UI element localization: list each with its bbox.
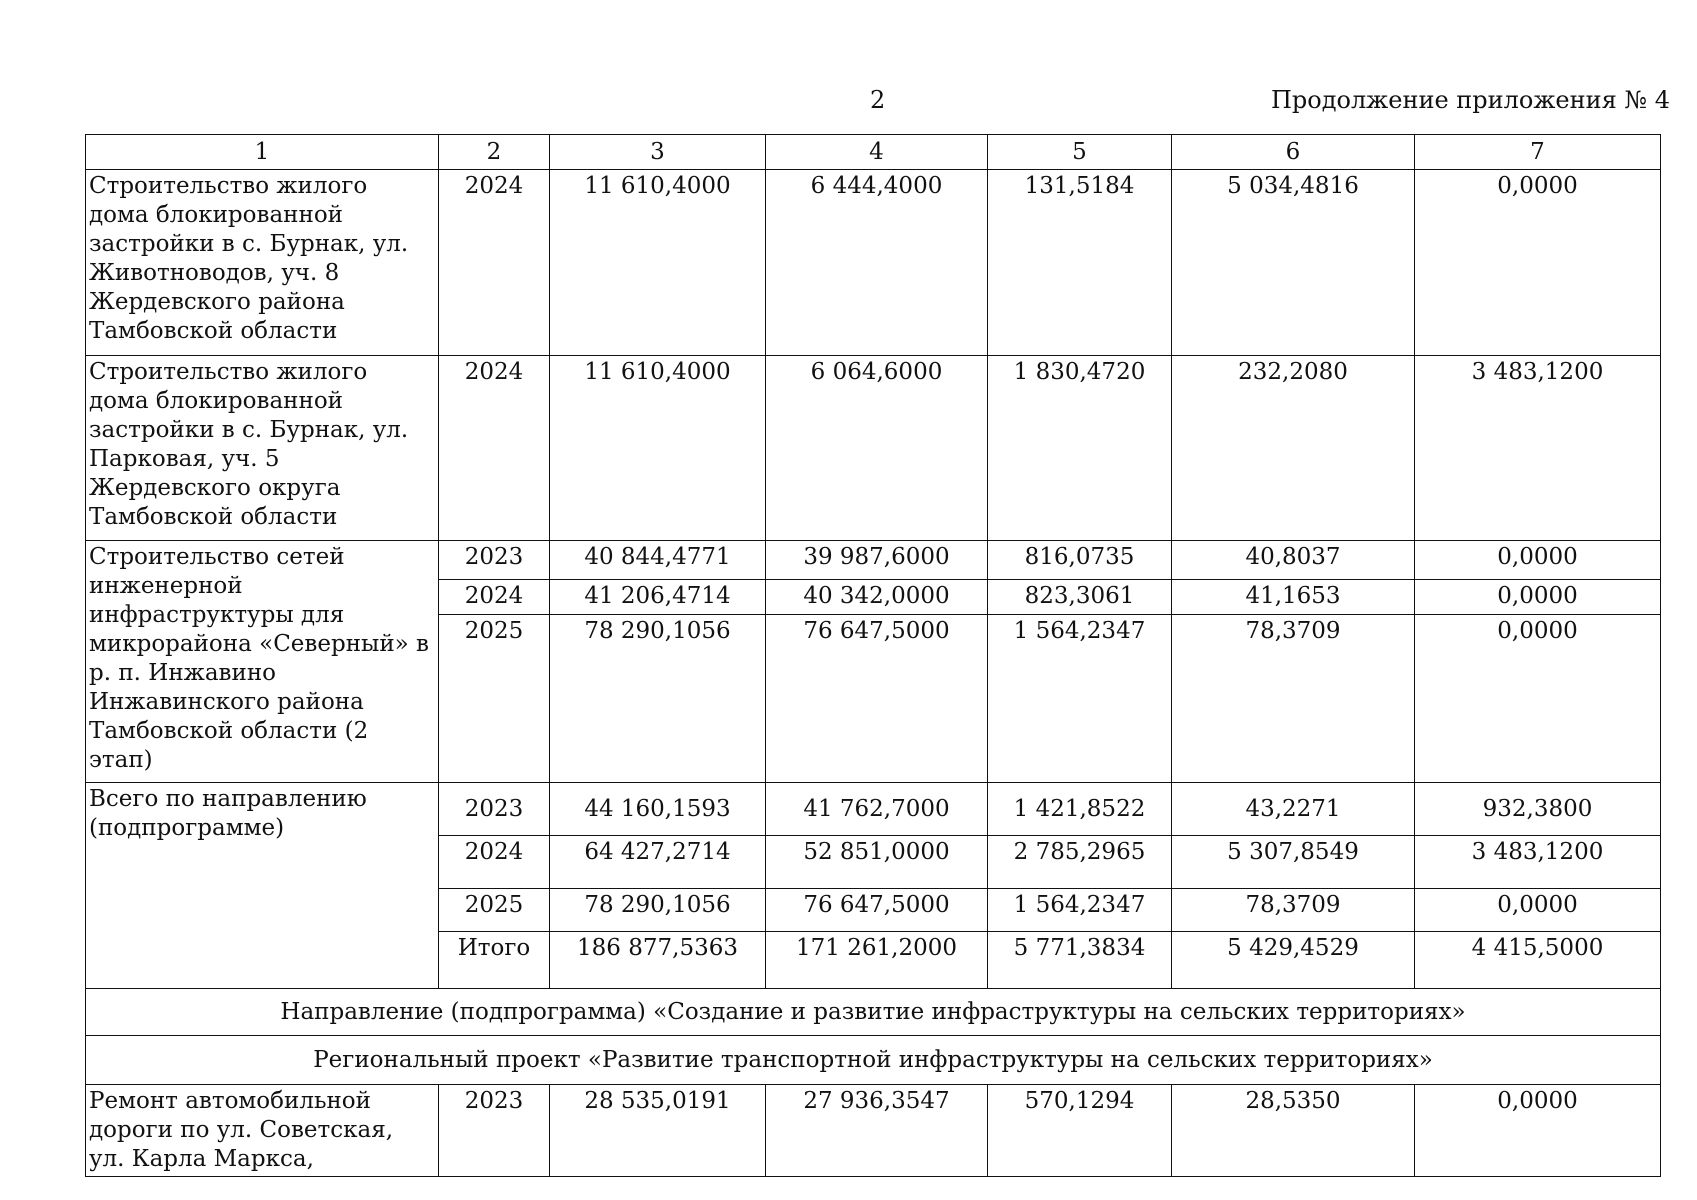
value-cell: 76 647,5000 — [766, 889, 988, 932]
value-cell: 5 771,3834 — [988, 932, 1172, 989]
year-cell: 2023 — [439, 783, 550, 836]
year-cell: 2023 — [439, 1085, 550, 1177]
table-row — [86, 170, 1661, 356]
value-cell: 0,0000 — [1415, 889, 1661, 932]
value-cell: 78,3709 — [1172, 889, 1415, 932]
table-row — [86, 541, 1661, 580]
value-cell: 4 415,5000 — [1415, 932, 1661, 989]
value-cell: 3 483,1200 — [1415, 356, 1661, 541]
year-cell: 2025 — [439, 889, 550, 932]
year-cell: 2023 — [439, 541, 550, 580]
value-cell: 52 851,0000 — [766, 836, 988, 889]
value-cell: 570,1294 — [988, 1085, 1172, 1177]
column-header-row — [86, 135, 1661, 170]
value-cell: 1 564,2347 — [988, 889, 1172, 932]
column-header: 4 — [766, 135, 988, 170]
value-cell: 816,0735 — [988, 541, 1172, 580]
value-cell: 78 290,1056 — [550, 615, 766, 783]
column-header: 6 — [1172, 135, 1415, 170]
value-cell: 3 483,1200 — [1415, 836, 1661, 889]
value-cell: 5 034,4816 — [1172, 170, 1415, 356]
value-cell: 41 762,7000 — [766, 783, 988, 836]
column-header: 2 — [439, 135, 550, 170]
value-cell: 186 877,5363 — [550, 932, 766, 989]
value-cell: 28,5350 — [1172, 1085, 1415, 1177]
table-row — [86, 356, 1661, 541]
value-cell: 40,8037 — [1172, 541, 1415, 580]
year-cell: 2024 — [439, 580, 550, 615]
column-header: 7 — [1415, 135, 1661, 170]
value-cell: 43,2271 — [1172, 783, 1415, 836]
value-cell: 932,3800 — [1415, 783, 1661, 836]
column-header: 1 — [86, 135, 439, 170]
year-cell: 2024 — [439, 356, 550, 541]
page-number: 2 — [870, 86, 886, 114]
year-cell: 2024 — [439, 836, 550, 889]
object-name: Строительство жилого дома блокированной застройки в с. Бурнак, ул. Парковая, уч. 5 Жердевского округа Тамбовской области — [86, 356, 439, 541]
value-cell: 1 564,2347 — [988, 615, 1172, 783]
value-cell: 41 206,4714 — [550, 580, 766, 615]
value-cell: 5 307,8549 — [1172, 836, 1415, 889]
object-name: Ремонт автомобильной дороги по ул. Советская, ул. Карла Маркса, — [86, 1085, 439, 1177]
section-row — [86, 989, 1661, 1036]
table-row — [86, 1085, 1661, 1177]
value-cell: 5 429,4529 — [1172, 932, 1415, 989]
value-cell: 76 647,5000 — [766, 615, 988, 783]
continuation-note: Продолжение приложения № 4 — [1270, 86, 1670, 114]
value-cell: 232,2080 — [1172, 356, 1415, 541]
value-cell: 131,5184 — [988, 170, 1172, 356]
value-cell: 2 785,2965 — [988, 836, 1172, 889]
year-cell: 2025 — [439, 615, 550, 783]
table-row — [86, 783, 1661, 836]
column-header: 3 — [550, 135, 766, 170]
value-cell: 0,0000 — [1415, 170, 1661, 356]
value-cell: 28 535,0191 — [550, 1085, 766, 1177]
value-cell: 11 610,4000 — [550, 356, 766, 541]
budget-table — [85, 134, 1661, 1177]
value-cell: 40 844,4771 — [550, 541, 766, 580]
total-label: Всего по направлению (подпрограмме) — [86, 783, 439, 989]
year-cell: Итого — [439, 932, 550, 989]
column-header: 5 — [988, 135, 1172, 170]
value-cell: 1 830,4720 — [988, 356, 1172, 541]
value-cell: 6 064,6000 — [766, 356, 988, 541]
value-cell: 0,0000 — [1415, 541, 1661, 580]
value-cell: 44 160,1593 — [550, 783, 766, 836]
value-cell: 823,3061 — [988, 580, 1172, 615]
object-name: Строительство сетей инженерной инфраструктуры для микрорайона «Северный» в р. п. Инжавино Инжавинского района Тамбовской области (2 этап) — [86, 541, 439, 783]
project-heading: Региональный проект «Развитие транспортной инфраструктуры на сельских территориях» — [86, 1036, 1661, 1085]
value-cell: 0,0000 — [1415, 615, 1661, 783]
value-cell: 171 261,2000 — [766, 932, 988, 989]
value-cell: 6 444,4000 — [766, 170, 988, 356]
value-cell: 27 936,3547 — [766, 1085, 988, 1177]
value-cell: 78,3709 — [1172, 615, 1415, 783]
value-cell: 40 342,0000 — [766, 580, 988, 615]
value-cell: 0,0000 — [1415, 1085, 1661, 1177]
value-cell: 0,0000 — [1415, 580, 1661, 615]
value-cell: 64 427,2714 — [550, 836, 766, 889]
value-cell: 78 290,1056 — [550, 889, 766, 932]
value-cell: 39 987,6000 — [766, 541, 988, 580]
section-heading: Направление (подпрограмма) «Создание и развитие инфраструктуры на сельских территориях» — [86, 989, 1661, 1036]
value-cell: 1 421,8522 — [988, 783, 1172, 836]
year-cell: 2024 — [439, 170, 550, 356]
section-row — [86, 1036, 1661, 1085]
value-cell: 11 610,4000 — [550, 170, 766, 356]
value-cell: 41,1653 — [1172, 580, 1415, 615]
object-name: Строительство жилого дома блокированной застройки в с. Бурнак, ул. Животноводов, уч. 8 Жердевского района Тамбовской области — [86, 170, 439, 356]
